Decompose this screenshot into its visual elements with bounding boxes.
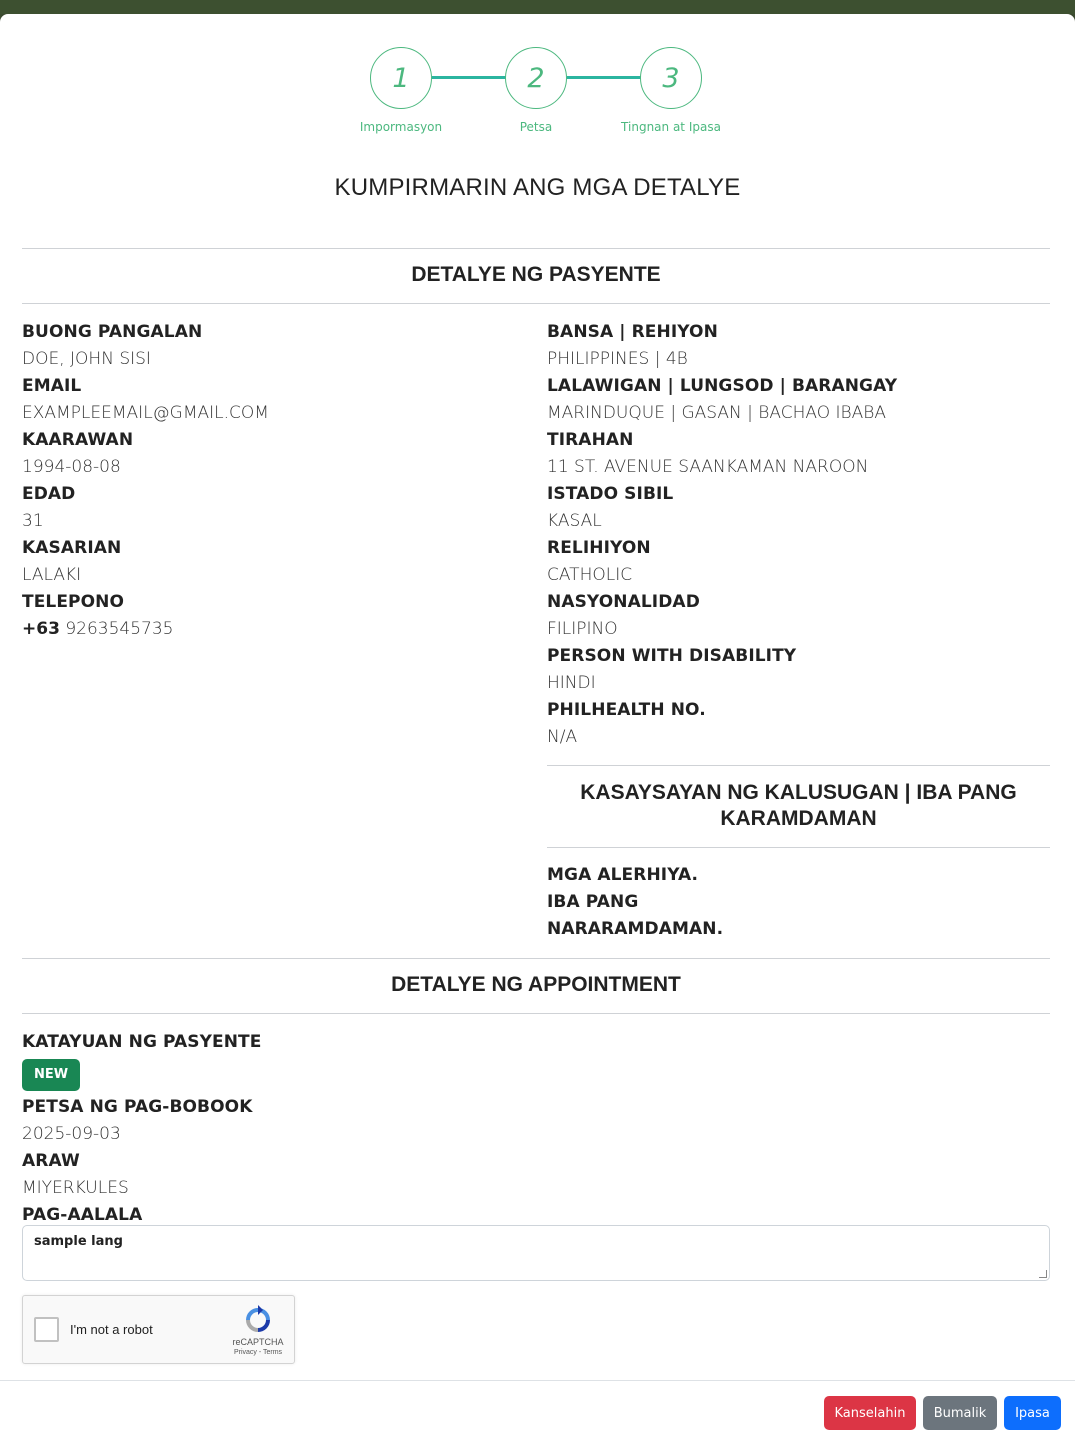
status-badge: NEW <box>22 1059 80 1091</box>
field-value-email: EXAMPLEEMAIL@GMAIL.COM <box>22 403 269 423</box>
health-section-title <box>547 780 1050 832</box>
field-value-religion: CATHOLIC <box>547 565 633 585</box>
field-value-age: 31 <box>22 511 44 531</box>
field-value-booking-date: 2025-09-03 <box>22 1124 121 1144</box>
field-label: PERSON WITH DISABILITY <box>547 646 797 666</box>
recaptcha-brand: reCAPTCHA <box>232 1337 284 1347</box>
health-title-line-1: KASAYSAYAN NG KALUSUGAN | IBA PANG <box>580 781 1017 804</box>
progress-stepper <box>0 14 1075 154</box>
field-label: BUONG PANGALAN <box>22 322 203 342</box>
field-label: KAARAWAN <box>22 430 134 450</box>
cancel-button[interactable]: Kanselahin <box>824 1396 916 1430</box>
divider <box>22 248 1050 249</box>
divider <box>547 847 1050 848</box>
footer-divider <box>0 1380 1075 1381</box>
step-1-circle: 1 <box>370 47 432 109</box>
recaptcha-checkbox[interactable] <box>34 1317 59 1342</box>
field-label: ARAW <box>22 1151 80 1171</box>
field-value-pwd: HINDI <box>547 673 596 693</box>
phone-number: 9263545735 <box>65 619 174 639</box>
divider <box>547 765 1050 766</box>
field-label: EDAD <box>22 484 76 504</box>
step-connector-2 <box>567 76 641 79</box>
field-value-full-name: DOE, JOHN SISI <box>22 349 151 369</box>
patient-left-column <box>22 319 522 643</box>
field-label: TIRAHAN <box>547 430 634 450</box>
health-title-line-2: KARAMDAMAN <box>720 807 877 830</box>
appointment-fields <box>22 1029 622 1229</box>
step-1-label: Impormasyon <box>359 120 443 134</box>
patient-section-title: DETALYE NG PASYENTE <box>411 263 661 286</box>
field-label: KATAYUAN NG PASYENTE <box>22 1032 262 1052</box>
step-connector-1 <box>432 76 506 79</box>
field-label: KASARIAN <box>22 538 122 558</box>
field-label: ISTADO SIBIL <box>547 484 674 504</box>
patient-right-column <box>547 319 1050 751</box>
confirmation-modal <box>0 14 1075 1445</box>
field-label: RELIHIYON <box>547 538 651 558</box>
step-3-circle: 3 <box>640 47 702 109</box>
phone-country-code: +63 <box>22 619 60 639</box>
field-label: PAG-AALALA <box>22 1205 143 1225</box>
divider <box>22 303 1050 304</box>
field-value-phone <box>22 616 522 643</box>
divider <box>22 1013 1050 1014</box>
field-value-province-city-barangay: MARINDUQUE | GASAN | BACHAO IBABA <box>547 403 887 423</box>
page-title: KUMPIRMARIN ANG MGA DETALYE <box>334 174 741 201</box>
field-label: EMAIL <box>22 376 82 396</box>
step-2-label: Petsa <box>519 120 553 134</box>
recaptcha-privacy-terms-link[interactable]: Privacy - Terms <box>233 1349 283 1356</box>
health-fields <box>547 862 1050 943</box>
field-value-country-region: PHILIPPINES | 4B <box>547 349 688 369</box>
submit-button[interactable]: Ipasa <box>1004 1396 1061 1430</box>
notes-textarea[interactable] <box>22 1225 1050 1281</box>
other-conditions-label-line-2: NARARAMDAMAN. <box>547 919 724 939</box>
field-label: PHILHEALTH NO. <box>547 700 706 720</box>
allergies-label: MGA ALERHIYA. <box>547 865 699 885</box>
recaptcha-logo-icon <box>241 1305 275 1335</box>
back-button[interactable]: Bumalik <box>923 1396 997 1430</box>
field-value-nationality: FILIPINO <box>547 619 618 639</box>
field-value-sex: LALAKI <box>22 565 82 585</box>
field-value-philhealth: N/A <box>547 727 578 747</box>
divider <box>22 958 1050 959</box>
field-value-birthday: 1994-08-08 <box>22 457 121 477</box>
appointment-section-title: DETALYE NG APPOINTMENT <box>391 973 681 996</box>
other-conditions-label-line-1: IBA PANG <box>547 892 639 912</box>
notes-text: sample lang <box>34 1234 123 1249</box>
field-label: TELEPONO <box>22 592 125 612</box>
field-label: NASYONALIDAD <box>547 592 700 612</box>
recaptcha-label: I'm not a robot <box>70 1322 153 1337</box>
field-value-day: MIYERKULES <box>22 1178 129 1198</box>
step-2-circle: 2 <box>505 47 567 109</box>
step-3-label: Tingnan at Ipasa <box>621 120 721 134</box>
field-value-address: 11 ST. AVENUE SAANKAMAN NAROON <box>547 457 869 477</box>
page-backdrop <box>0 0 1075 14</box>
field-label: LALAWIGAN | LUNGSOD | BARANGAY <box>547 376 898 396</box>
resize-handle-icon[interactable] <box>1039 1270 1047 1278</box>
field-label: PETSA NG PAG-BOBOOK <box>22 1097 253 1117</box>
field-value-civil-status: KASAL <box>547 511 602 531</box>
field-label: BANSA | REHIYON <box>547 322 718 342</box>
recaptcha-widget <box>22 1295 295 1364</box>
